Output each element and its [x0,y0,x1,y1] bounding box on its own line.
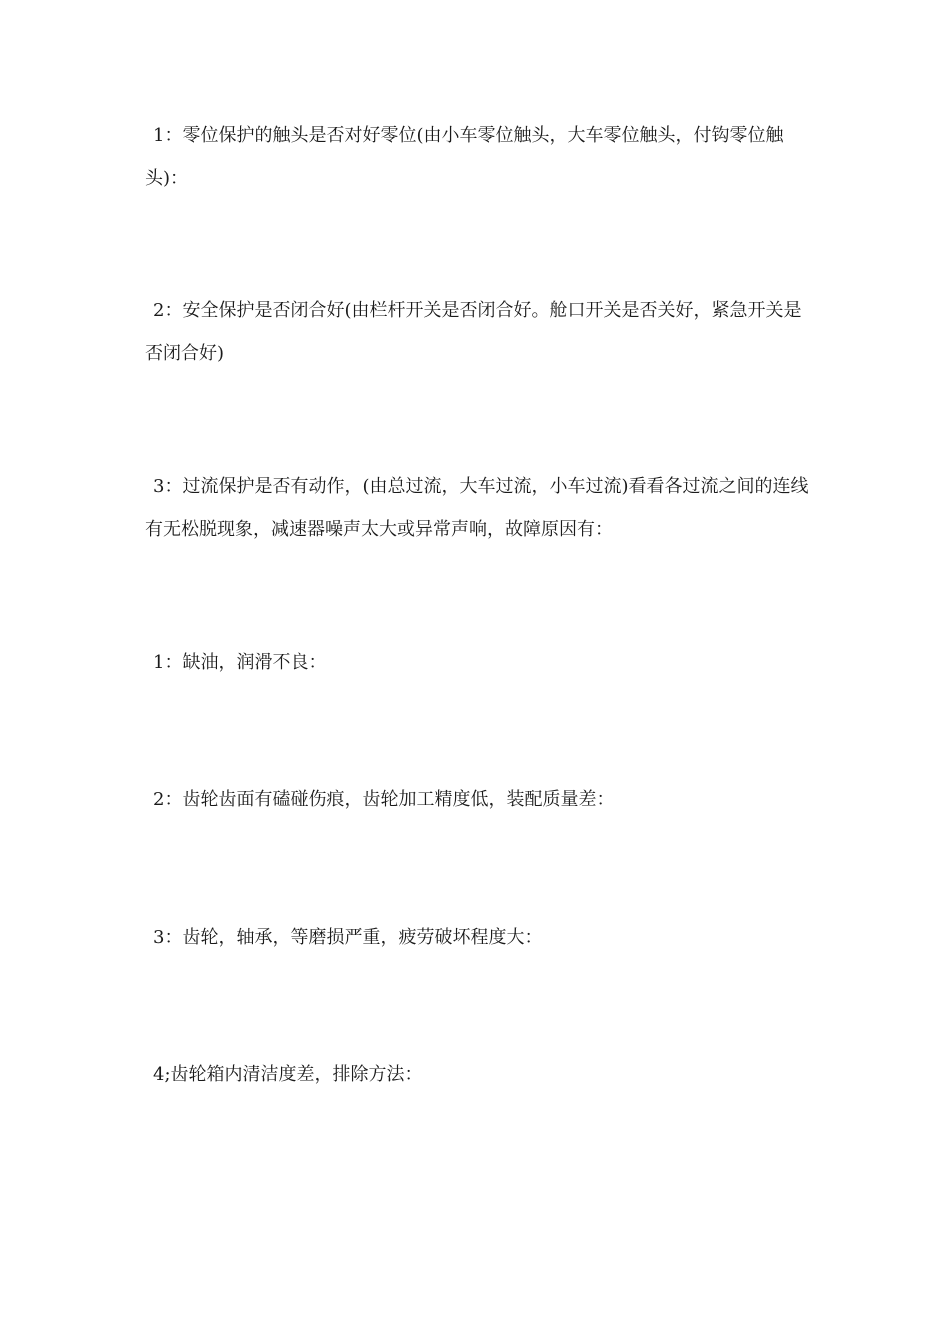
paragraph-overcurrent-protection: 3：过流保护是否有动作，(由总过流，大车过流，小车过流)看看各过流之间的连线有无松脱现象，减速器噪声太大或异常声响，故障原因有： [145,476,809,540]
paragraph-cause-cleanliness: 4;齿轮箱内清洁度差，排除方法： [153,1064,423,1085]
paragraph-zero-position-protection: 1：零位保护的触头是否对好零位(由小车零位触头，大车零位触头，付钩零位触头)： [145,125,784,189]
paragraph-cause-lack-of-oil: 1：缺油，润滑不良： [153,652,327,673]
paragraph-cause-wear: 3：齿轮，轴承，等磨损严重，疲劳破坏程度大： [153,927,543,948]
paragraph-safety-protection: 2：安全保护是否闭合好(由栏杆开关是否闭合好。舱口开关是否关好，紧急开关是否闭合好) [145,300,802,364]
paragraph-cause-gear-damage: 2：齿轮齿面有磕碰伤痕，齿轮加工精度低，装配质量差： [153,789,615,810]
